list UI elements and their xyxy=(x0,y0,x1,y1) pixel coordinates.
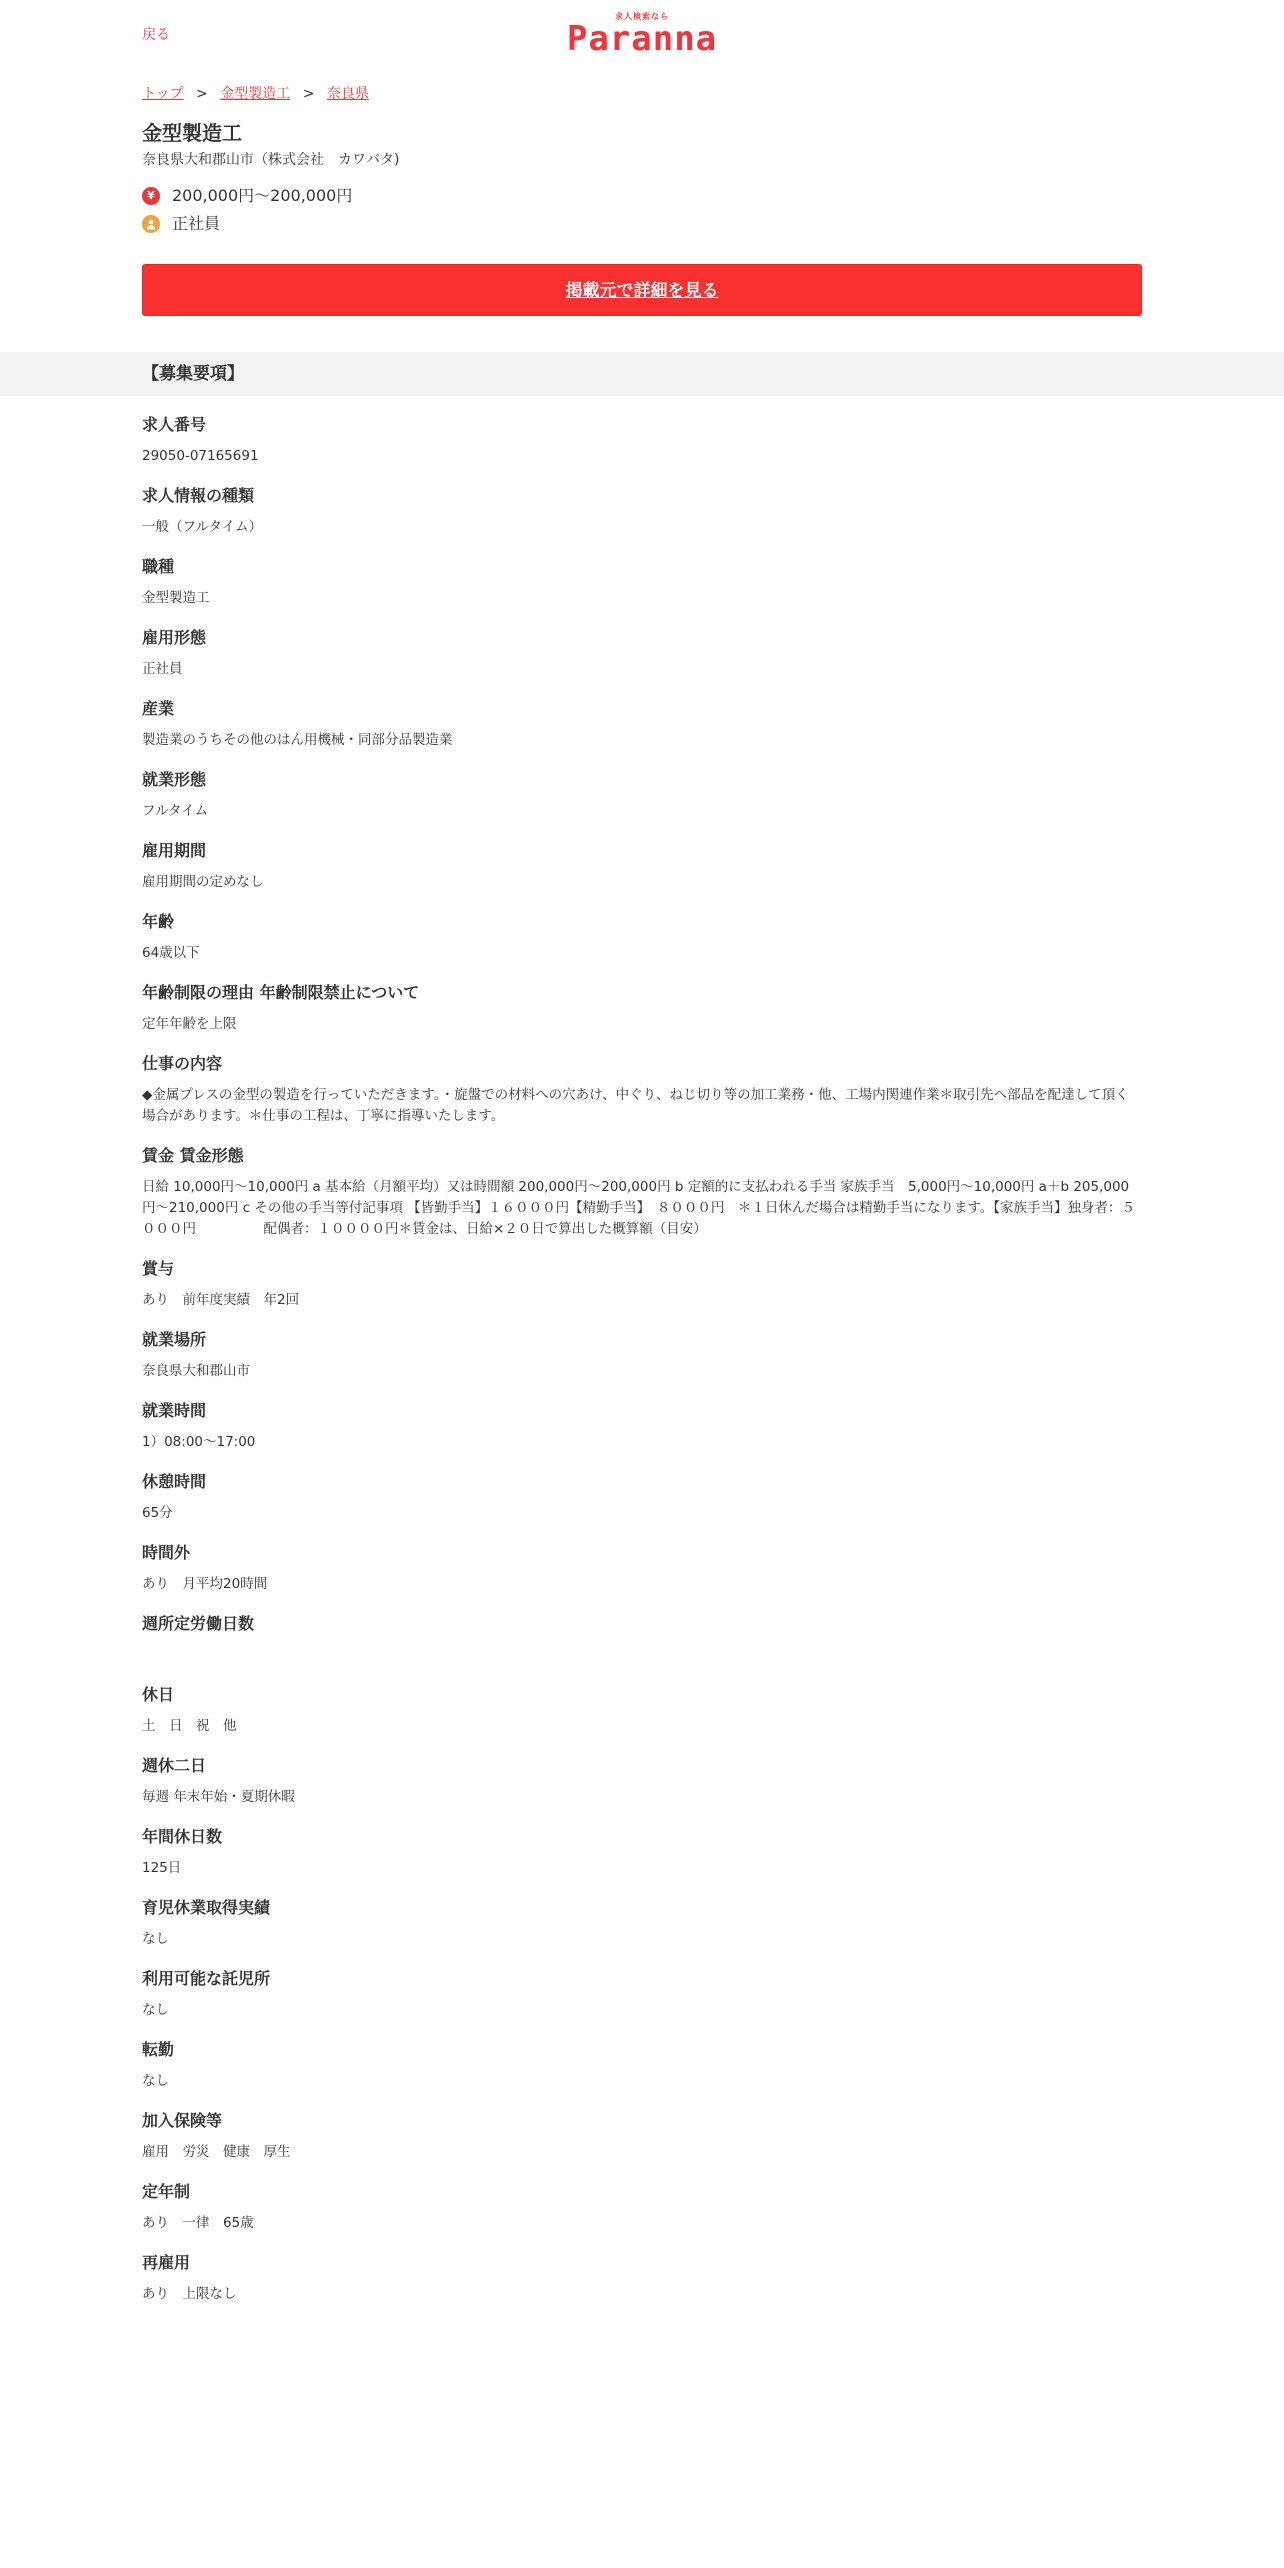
salary-row xyxy=(142,186,1142,206)
detail-label: 雇用期間 xyxy=(142,841,207,860)
job-title: 金型製造工 xyxy=(142,121,242,145)
detail-label: 職種 xyxy=(142,557,175,576)
detail-value: あり 前年度実績 年2回 xyxy=(142,1292,300,1308)
view-details-button[interactable]: 掲載元で詳細を見る xyxy=(142,264,1142,316)
detail-item xyxy=(142,1826,1142,1879)
detail-value: なし xyxy=(142,2073,169,2089)
detail-label: 休日 xyxy=(142,1685,175,1704)
detail-item xyxy=(142,627,1142,680)
detail-label: 育児休業取得実績 xyxy=(142,1898,271,1917)
detail-item xyxy=(142,1400,1142,1453)
site-logo[interactable] xyxy=(566,12,718,59)
site-header xyxy=(0,0,1284,66)
detail-label: 賞与 xyxy=(142,1259,175,1278)
detail-item xyxy=(142,2181,1142,2234)
detail-label: 産業 xyxy=(142,699,175,718)
detail-item xyxy=(142,698,1142,751)
detail-value: 定年年齢を上限 xyxy=(142,1016,237,1032)
detail-value: 製造業のうちその他のはん用機械・同部分品製造業 xyxy=(142,732,453,748)
detail-label: 就業形態 xyxy=(142,770,207,789)
person-icon xyxy=(142,215,160,233)
section-title: 【募集要項】 xyxy=(142,364,244,384)
detail-value: 125日 xyxy=(142,1860,182,1876)
detail-item xyxy=(142,2039,1142,2092)
detail-item xyxy=(142,769,1142,822)
yen-icon: ¥ xyxy=(142,187,160,205)
detail-label: 時間外 xyxy=(142,1543,191,1562)
detail-item xyxy=(142,840,1142,893)
detail-item xyxy=(142,2110,1142,2163)
detail-label: 就業場所 xyxy=(142,1330,207,1349)
detail-item xyxy=(142,1968,1142,2021)
detail-label: 再雇用 xyxy=(142,2253,191,2272)
breadcrumb-top[interactable]: トップ xyxy=(142,86,184,102)
detail-label: 休憩時間 xyxy=(142,1472,207,1491)
detail-value: 正社員 xyxy=(142,661,183,677)
detail-value: フルタイム xyxy=(142,803,209,819)
detail-label: 仕事の内容 xyxy=(142,1054,223,1073)
detail-label: 週所定労働日数 xyxy=(142,1614,255,1633)
logo-tagline: 求人検索なら xyxy=(614,12,669,21)
job-summary xyxy=(0,84,1284,316)
detail-label: 賃金 賃金形態 xyxy=(142,1146,244,1165)
breadcrumb-separator: > xyxy=(196,86,208,102)
detail-label: 利用可能な託児所 xyxy=(142,1969,271,1988)
detail-value: 一般（フルタイム） xyxy=(142,519,263,535)
detail-label: 年齢 xyxy=(142,912,175,931)
detail-value: 雇用期間の定めなし xyxy=(142,874,264,890)
detail-value: 65分 xyxy=(142,1505,173,1521)
detail-label: 転勤 xyxy=(142,2040,175,2059)
breadcrumb-prefecture[interactable]: 奈良県 xyxy=(326,86,369,102)
section-header xyxy=(0,352,1284,396)
detail-item xyxy=(142,911,1142,964)
detail-value: あり 上限なし xyxy=(142,2286,237,2302)
detail-item xyxy=(142,1755,1142,1808)
detail-item xyxy=(142,1684,1142,1737)
detail-item xyxy=(142,1471,1142,1524)
detail-value: 毎週 年末年始・夏期休暇 xyxy=(142,1789,295,1805)
detail-label: 求人番号 xyxy=(142,415,207,434)
detail-item xyxy=(142,556,1142,609)
detail-value: ◆金属プレスの金型の製造を行っていただきます。・旋盤での材料への穴あけ、中ぐり、ねじ切り等の加工業務・他、工場内関連作業＊取引先へ部品を配達して頂く場合があります。＊仕事の工程は、丁寧に指導いたします。 xyxy=(142,1087,1129,1124)
detail-value: 日給 10,000円～10,000円 a 基本給（月額平均）又は時間額 200,000円～200,000円 b 定額的に支払われる手当 家族手当 5,000円～10,000円 a＋b 205,000円～210,000円 c その他の手当等付記事項 【皆勤手当】１６０００円【精勤手当】 ８０００円 ＊１日休んだ場合は精勤手当になります。【家族手当】独身者：５０００円 配偶者：１００００円＊賃金は、日給×２０日で算出した概算額（目安） xyxy=(142,1179,1136,1237)
detail-item xyxy=(142,2252,1142,2305)
detail-item xyxy=(142,982,1142,1035)
detail-label: 週休二日 xyxy=(142,1756,207,1775)
detail-label: 年齢制限の理由 年齢制限禁止について xyxy=(142,983,420,1002)
detail-label: 求人情報の種類 xyxy=(142,486,255,505)
detail-value: 奈良県大和郡山市 xyxy=(142,1363,250,1379)
breadcrumb-occupation[interactable]: 金型製造工 xyxy=(220,86,291,102)
detail-value: 雇用 労災 健康 厚生 xyxy=(142,2144,291,2160)
detail-item xyxy=(142,1258,1142,1311)
detail-value: 金型製造工 xyxy=(142,590,210,606)
detail-item xyxy=(142,1613,1142,1666)
job-details-list xyxy=(0,414,1284,2305)
detail-label: 就業時間 xyxy=(142,1401,207,1420)
back-link[interactable]: 戻る xyxy=(142,27,170,43)
detail-value xyxy=(142,1645,1142,1666)
detail-item xyxy=(142,485,1142,538)
breadcrumb-separator: > xyxy=(302,86,315,102)
detail-value: 1）08:00～17:00 xyxy=(142,1434,256,1450)
detail-label: 加入保険等 xyxy=(142,2111,223,2130)
employment-type-row xyxy=(142,214,1142,234)
detail-value: 土 日 祝 他 xyxy=(142,1718,237,1734)
detail-item xyxy=(142,1897,1142,1950)
detail-value: 64歳以下 xyxy=(142,945,200,961)
detail-value: 29050-07165691 xyxy=(142,448,259,464)
salary-text: 200,000円～200,000円 xyxy=(172,186,353,205)
logo-text: Paranna xyxy=(566,19,718,59)
breadcrumb xyxy=(142,84,1142,104)
detail-item xyxy=(142,414,1142,467)
detail-value: なし xyxy=(142,1931,169,1947)
detail-label: 定年制 xyxy=(142,2182,191,2201)
detail-value: あり 月平均20時間 xyxy=(142,1576,268,1592)
detail-value: なし xyxy=(142,2002,169,2018)
detail-item xyxy=(142,1145,1142,1240)
company-location: 奈良県大和郡山市（株式会社 カワバタ) xyxy=(142,152,400,168)
detail-item xyxy=(142,1542,1142,1595)
detail-item xyxy=(142,1053,1142,1127)
detail-item xyxy=(142,1329,1142,1382)
detail-value: あり 一律 65歳 xyxy=(142,2215,254,2231)
detail-label: 年間休日数 xyxy=(142,1827,223,1846)
employment-type-text: 正社員 xyxy=(172,214,221,233)
detail-label: 雇用形態 xyxy=(142,628,207,647)
